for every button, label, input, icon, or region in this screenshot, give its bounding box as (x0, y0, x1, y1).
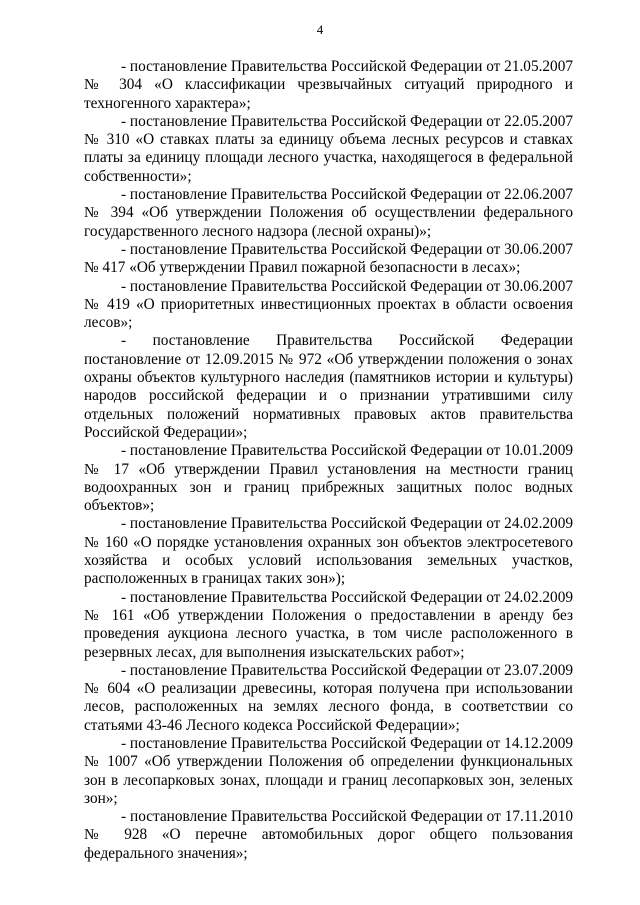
list-item: - постановление Правительства Российской Федерации от 22.06.2007 № 394 «Об утверждении Положения об осуществлении федерального государственного лесного надзора (лесной охраны)»; (84, 186, 574, 240)
list-item: - постановление Правительства Российской Федерации от 21.05.2007 № 304 «О классификации чрезвычайных ситуаций природного и техногенного характера»; (84, 58, 574, 112)
list-item: - постановление Правительства Российской Федерации постановление от 12.09.2015 № 972 «Об утверждении положения о зонах охраны объектов культурного наследия (памятников истории и культуры) народов российской федерации и о признании утратившими силу отдельных положений нормативных правовых актов правительства Российской Федерации»; (84, 332, 573, 441)
document-body (84, 58, 573, 863)
page-number: 4 (316, 22, 324, 37)
list-item: - постановление Правительства Российской Федерации от 30.06.2007 № 419 «О приоритетных инвестиционных проектах в области освоения лесов»; (84, 277, 574, 332)
list-item: - постановление Правительства Российской Федерации от 24.02.2009 № 160 «О порядке установления охранных зон объектов электросетевого хозяйства и особых условий использования земельных участков, расположенных в границах таких зон»); (84, 515, 574, 588)
list-item: - постановление Правительства Российской Федерации от 22.05.2007 № 310 «О ставках платы за единицу объема лесных ресурсов и ставках платы за единицу площади лесного участка, находящегося в федеральной собственности»; (84, 112, 574, 185)
list-item: - постановление Правительства Российской Федерации от 17.11.2010 № 928 «О перечне автомобильных дорог общего пользования федерального значения»; (84, 808, 573, 862)
list-item: - постановление Правительства Российской Федерации от 14.12.2009 № 1007 «Об утверждении Положения об определении функциональных зон в лесопарковых зонах, площади и границ лесопарковых зон, зеленых зон»; (84, 734, 574, 807)
list-item: - постановление Правительства Российской Федерации от 23.07.2009 № 604 «О реализации древесины, которая получена при использовании лесов, расположенных на землях лесного фонда, в соответствии со статьями 43-46 Лесного кодекса Российской Федерации»; (84, 661, 574, 734)
list-item: - постановление Правительства Российской Федерации от 10.01.2009 № 17 «Об утверждении Правил установления на местности границ водоохранных зон и границ прибрежных защитных полос водных объектов»; (84, 442, 574, 515)
list-item: - постановление Правительства Российской Федерации от 30.06.2007 № 417 «Об утверждении Правил пожарной безопасности в лесах»; (84, 240, 574, 277)
list-item: - постановление Правительства Российской Федерации от 24.02.2009 № 161 «Об утверждении Положения о предоставлении в аренду без проведения аукциона лесного участка, в том числе расположенного в резервных лесах, для выполнения изыскательских работ»; (84, 588, 574, 661)
